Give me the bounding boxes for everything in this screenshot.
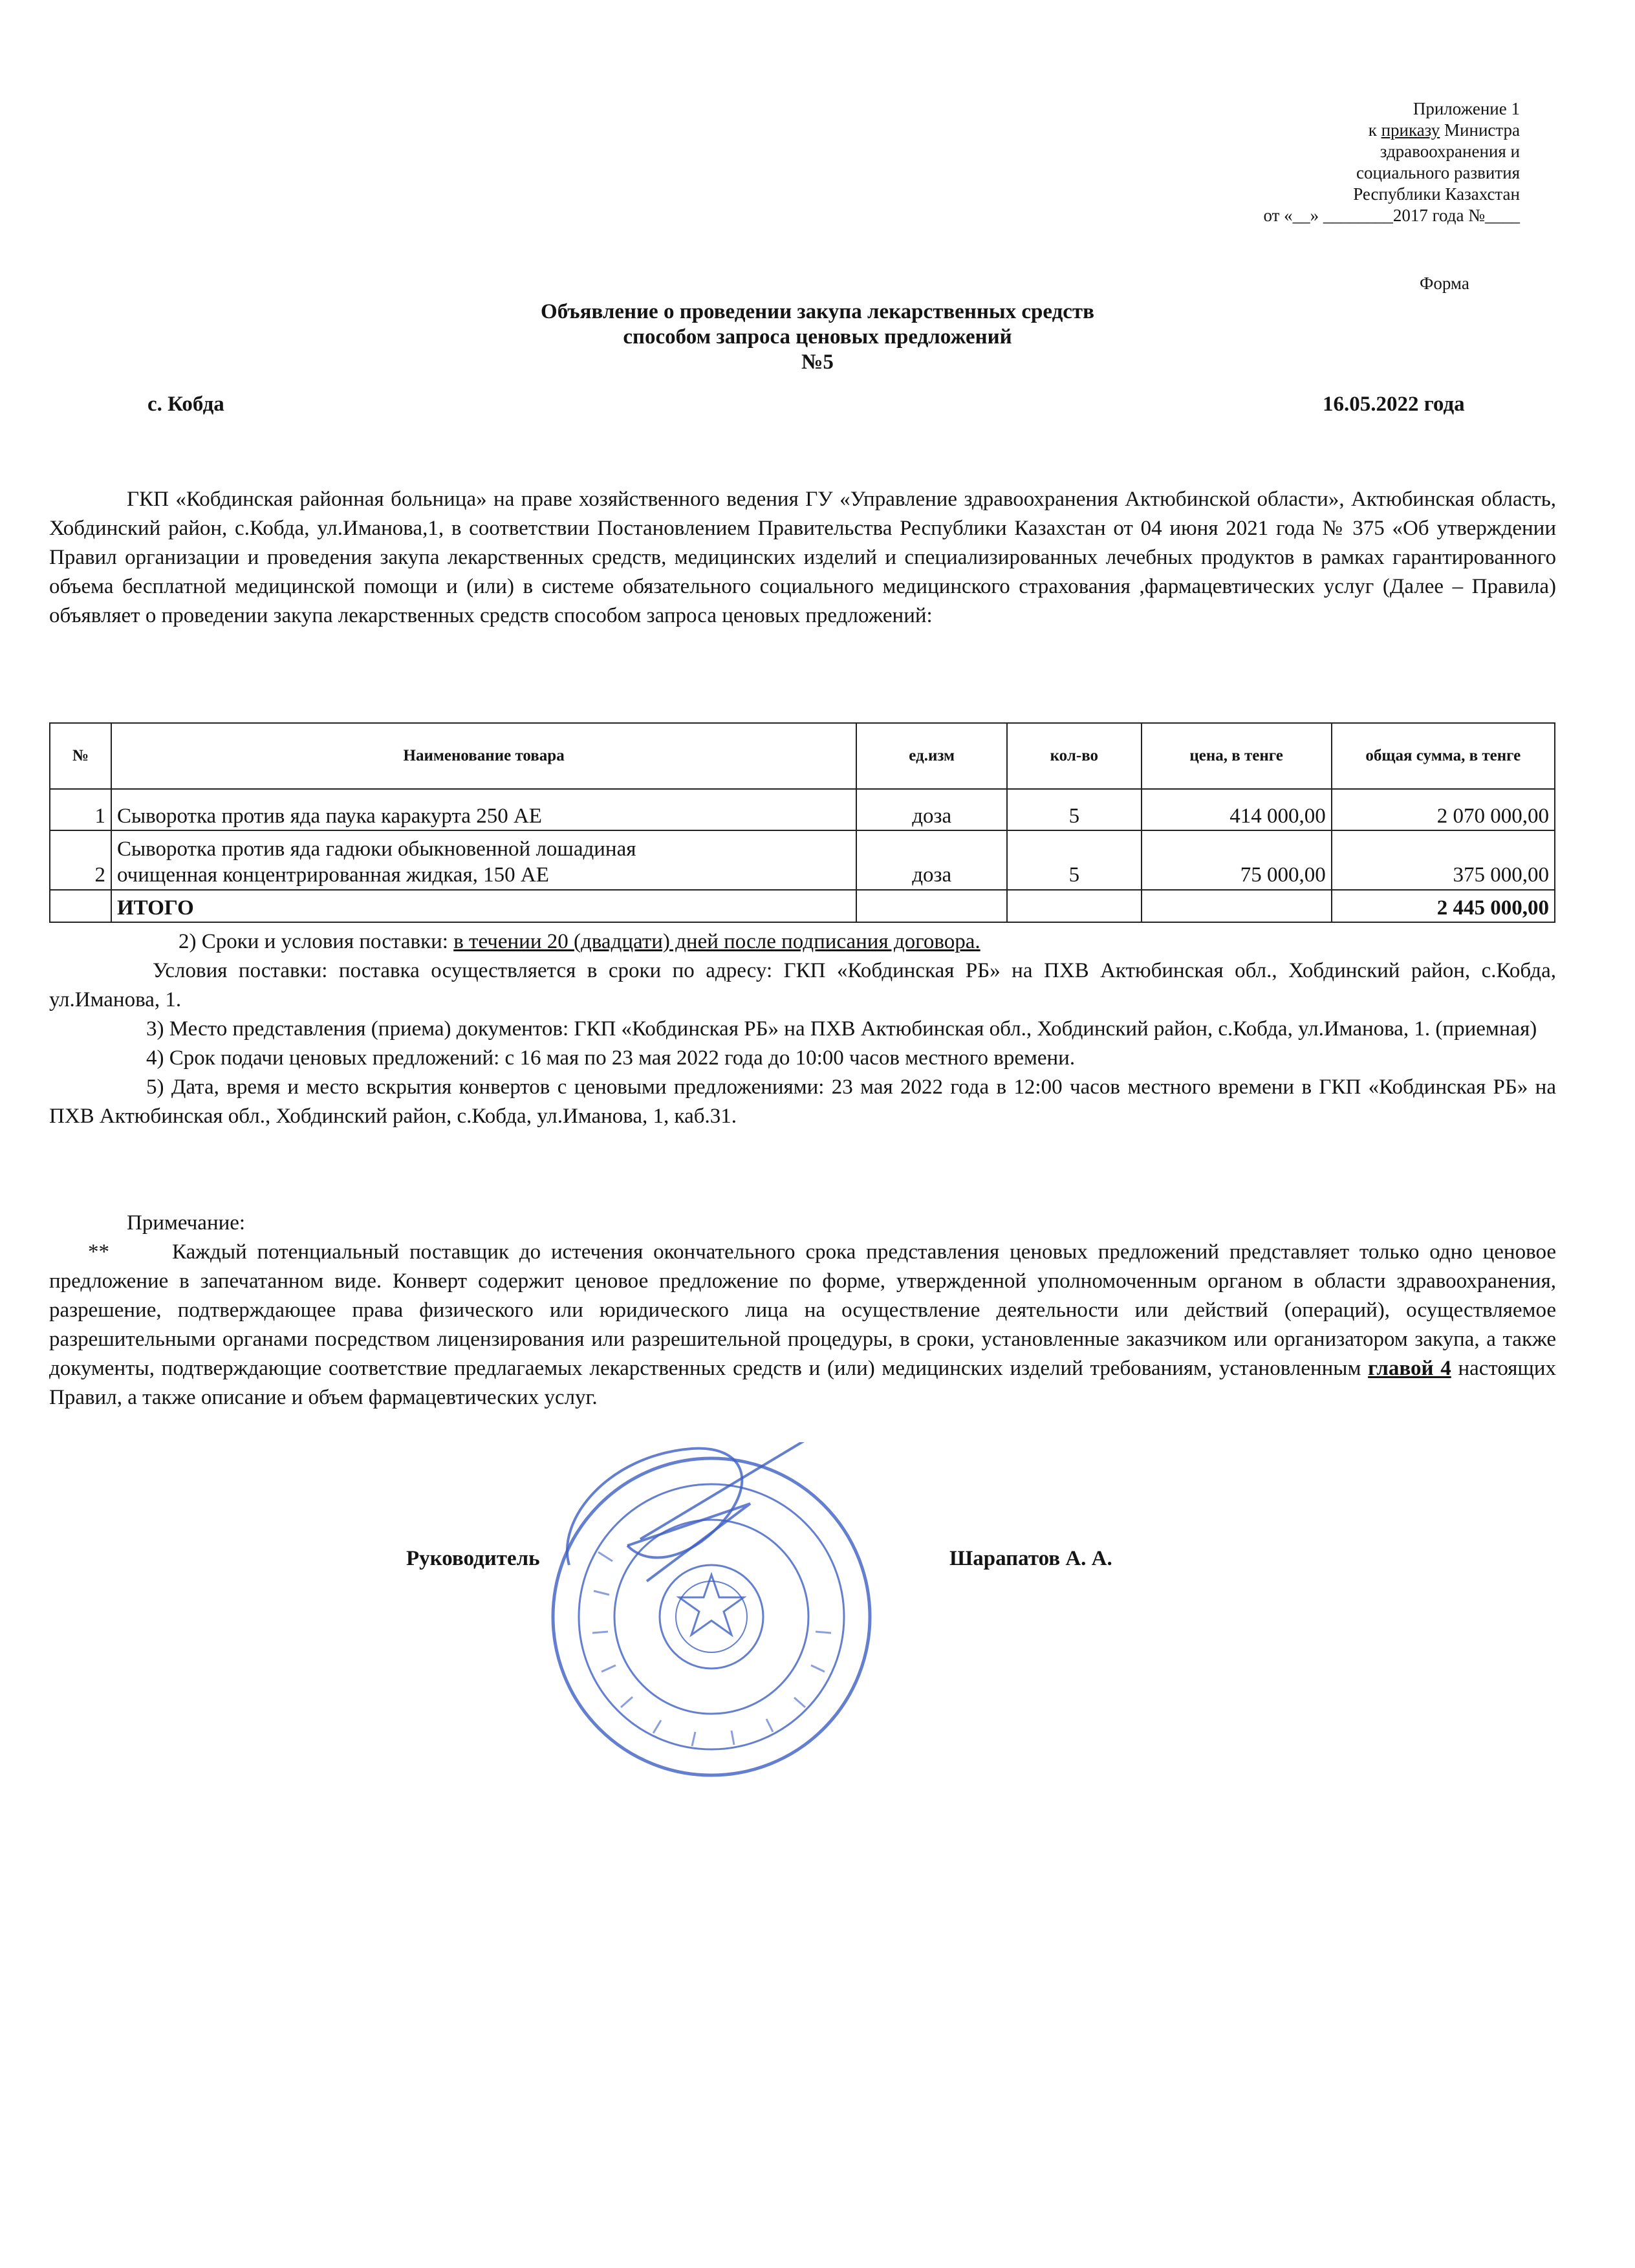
table-row <box>50 789 1555 830</box>
term-3: 3) Место представления (приема) документов: ГКП «Кобдинская РБ» на ПХВ Актюбинская обл., Хобдинский район, с.Кобда, ул.Иманова, 1. (приемная) <box>146 1017 1537 1041</box>
appendix-line-6: от «__» ________2017 года №____ <box>1263 206 1520 225</box>
term-2-label: 2) Сроки и условия поставки: <box>179 930 454 953</box>
cell-name <box>111 830 856 890</box>
document-title <box>0 299 1635 375</box>
notes-marker: ** <box>88 1240 109 1264</box>
cell-price: 414 000,00 <box>1142 789 1332 830</box>
signature-name: Шарапатов А. А. <box>949 1547 1112 1570</box>
header-qty: кол-во <box>1007 723 1141 789</box>
cell-price: 75 000,00 <box>1142 830 1332 890</box>
appendix-line-3: здравоохранения и <box>1380 142 1520 161</box>
cell-sum: 2 070 000,00 <box>1332 789 1555 830</box>
header-unit: ед.изм <box>856 723 1007 789</box>
appendix-line-2 <box>1067 120 1520 141</box>
place: с. Кобда <box>147 393 224 416</box>
header-name: Наименование товара <box>111 723 856 789</box>
appendix-line-5: Республики Казахстан <box>1353 184 1520 204</box>
header-sum: общая сумма, в тенге <box>1332 723 1555 789</box>
appendix-block <box>1067 98 1520 226</box>
table-row <box>50 830 1555 890</box>
title-line-3: №5 <box>801 351 834 374</box>
cell-no: 2 <box>50 830 111 890</box>
chapter-4-link[interactable]: главой 4 <box>1368 1357 1451 1380</box>
header-no: № <box>50 723 111 789</box>
total-label: ИТОГО <box>111 890 856 922</box>
signature-role: Руководитель <box>406 1547 540 1570</box>
cell-unit: доза <box>856 830 1007 890</box>
round-seal-stamp-icon <box>530 1442 893 1791</box>
terms-block <box>49 927 1556 1131</box>
appendix-line-1: Приложение 1 <box>1413 99 1520 118</box>
cell-qty: 5 <box>1007 830 1141 890</box>
cell-no: 1 <box>50 789 111 830</box>
goods-table <box>49 722 1555 923</box>
appendix-line-2-suffix: Министра <box>1440 120 1520 140</box>
notes-label: Примечание: <box>127 1211 246 1235</box>
notes-text-end: настоящих Правил, а также описание и объем фармацевтических услуг. <box>49 1357 1557 1409</box>
notes-text <box>49 1238 1556 1412</box>
term-2 <box>49 927 1556 956</box>
intro-paragraph: ГКП «Кобдинская районная больница» на праве хозяйственного ведения ГУ «Управление здравоохранения Актюбинской области», Актюбинская область, Хобдинский район, с.Кобда, ул.Иманова,1, в соответствии Постановлением Правительства Республики Казахстан от 04 июня 2021 года № 375 «Об утверждении Правил организации и проведения закупа лекарственных средств, медицинских изделий и специализированных лечебных продуктов в рамках гарантированного объема бесплатной медицинской помощи и (или) в системе обязательного социального медицинского страхования ,фармацевтических услуг (Далее – Правила) объявляет о проведении закупа лекарственных средств способом запроса ценовых предложений: <box>49 488 1556 627</box>
cell-name-line-2: очищенная концентрированная жидкая, 150 АЕ <box>117 863 549 887</box>
term-5: 5) Дата, время и место вскрытия конвертов с ценовыми предложениями: 23 мая 2022 года в 12:00 часов местного времени в ГКП «Кобдинская РБ» на ПХВ Актюбинская обл., Хобдинский район, с.Кобда, ул.Иманова, 1, каб.31. <box>49 1075 1556 1128</box>
total-row <box>50 890 1555 922</box>
notes-block <box>49 1209 1556 1412</box>
term-2-underlined: в течении 20 (двадцати) дней после подписания договора. <box>453 930 980 953</box>
header-price: цена, в тенге <box>1142 723 1332 789</box>
cell-name-line-1: Сыворотка против яда гадюки обыкновенной лошадиная <box>117 837 636 861</box>
cell-qty: 5 <box>1007 789 1141 830</box>
total-sum: 2 445 000,00 <box>1332 890 1555 922</box>
cell-name: Сыворотка против яда паука каракурта 250 АЕ <box>111 789 856 830</box>
total-empty-cell <box>1142 890 1332 922</box>
title-line-2: способом запроса ценовых предложений <box>623 325 1012 349</box>
appendix-line-2-prefix: к <box>1368 120 1381 140</box>
title-line-1: Объявление о проведении закупа лекарственных средств <box>541 300 1094 323</box>
total-empty-cell <box>50 890 111 922</box>
total-empty-cell <box>1007 890 1141 922</box>
order-link[interactable]: приказу <box>1381 120 1440 140</box>
appendix-line-4: социального развития <box>1356 163 1520 182</box>
document-date: 16.05.2022 года <box>1323 393 1465 416</box>
total-empty-cell <box>856 890 1007 922</box>
cell-sum: 375 000,00 <box>1332 830 1555 890</box>
table-header-row <box>50 723 1555 789</box>
notes-text-main: Каждый потенциальный поставщик до истечения окончательного срока представления ценовых предложений представляет только одно ценовое предложение в запечатанном виде. Конверт содержит ценовое предложение по форме, утвержденной уполномоченным органом в области здравоохранения, разрешение, подтверждающее права физического или юридического лица на осуществление деятельности или действий (операций), осуществляемое разрешительными органами посредством лицензирования или разрешительной процедуры, в сроки, установленные заказчиком или организатором закупа, а также документы, подтверждающие соответствие предлагаемых лекарственных средств и (или) медицинских изделий требованиям, установленным <box>49 1240 1556 1380</box>
delivery-conditions: Условия поставки: поставка осуществляется в сроки по адресу: ГКП «Кобдинская РБ» на ПХВ Актюбинская обл., Хобдинский район, с.Кобда, ул.Иманова, 1. <box>49 959 1556 1011</box>
form-label: Форма <box>1420 274 1469 293</box>
term-4: 4) Срок подачи ценовых предложений: с 16 мая по 23 мая 2022 года до 10:00 часов местного времени. <box>146 1046 1076 1070</box>
cell-unit: доза <box>856 789 1007 830</box>
